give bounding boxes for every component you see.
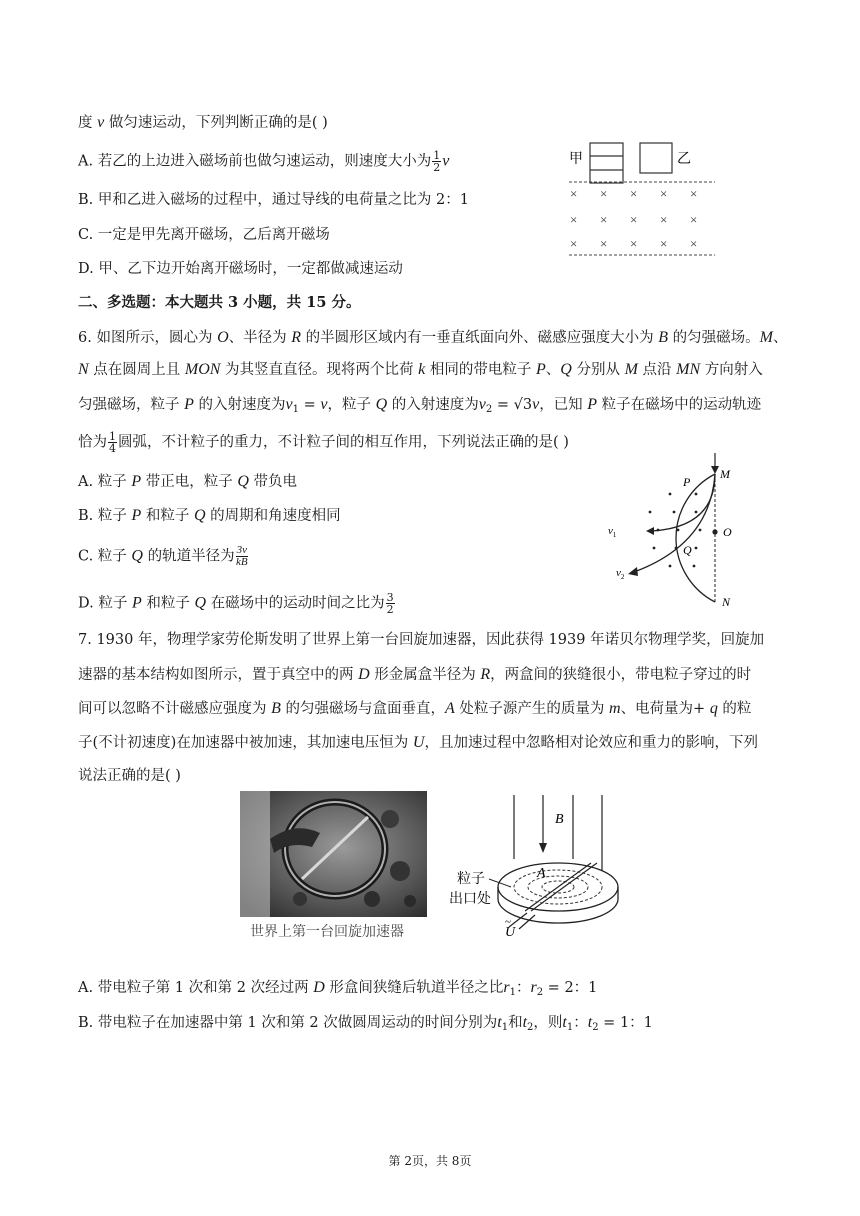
q6-stem-line4 [78, 431, 569, 454]
svg-text:×: × [690, 212, 698, 227]
text: = √3 [492, 397, 533, 413]
svg-text:×: × [630, 212, 638, 227]
text: 和 [508, 1015, 523, 1031]
text: 的周期和角速度相同 [205, 508, 341, 524]
text: 、半径为 [228, 330, 292, 346]
q5-option-d: D. 甲、乙下边开始离开磁场时，一定都做减速运动 [78, 261, 403, 277]
text: 6. 如图所示，圆心为 [78, 330, 218, 346]
text: ，则 [533, 1015, 563, 1031]
numerator: 1 [109, 430, 116, 443]
text: 、 [545, 362, 561, 378]
text: 处粒子源产生的质量为 [454, 701, 609, 717]
subscript: 1 [509, 987, 516, 998]
text: B. 带电粒子在加速器中第 1 次和第 2 次做圆周运动的时间分别为 [78, 1015, 498, 1031]
svg-text:×: × [660, 236, 668, 251]
var: r [530, 979, 537, 996]
text: = 2：1 [543, 980, 598, 996]
svg-text:×: × [690, 236, 698, 251]
var: r [503, 979, 510, 996]
q7-stem-line5: 说法正确的是( ) [78, 768, 181, 784]
q6-stem-line2 [78, 360, 763, 380]
text: 的轨道半径为 [142, 548, 235, 565]
subscript: 1 [501, 1022, 509, 1033]
text: A. 若乙的上边进入磁场前也做匀速运动，则速度大小为 [78, 153, 432, 170]
var: v [320, 396, 328, 413]
label-q: Q [683, 543, 692, 557]
label-exit-2: 出口处 [449, 892, 491, 907]
q5-option-a [78, 150, 449, 173]
var: B [271, 700, 281, 717]
var: Q [194, 594, 206, 612]
var: R [291, 329, 302, 346]
loop-yi [640, 143, 672, 173]
text: 的匀强磁场与盒面垂直， [280, 701, 445, 717]
var: P [131, 594, 142, 612]
magnetic-field-lines [514, 795, 602, 871]
var: q [709, 700, 718, 717]
text: D. 粒子 [78, 595, 132, 612]
var: D [358, 666, 370, 683]
cyclotron-diagram [445, 791, 625, 941]
text: ，且加速过程中忽略相对论效应和重力的影响，下列 [424, 735, 758, 751]
field-cross-marks [570, 186, 697, 251]
label-v1: $v_1$ [608, 525, 617, 539]
subscript: 2 [536, 987, 544, 998]
q6-option-b [78, 506, 341, 526]
section-title: 二、多选题：本大题共 3 小题，共 15 分。 [78, 294, 361, 311]
text: 点沿 [637, 362, 677, 378]
var: t [562, 1014, 567, 1031]
trajectory-q [634, 474, 715, 572]
cyclotron-photo [240, 791, 427, 917]
var: Q [131, 547, 143, 565]
text: 和粒子 [141, 595, 195, 612]
text: 的半圆形区域内有一垂直纸面向外、磁感应强度大小为 [301, 330, 659, 346]
label-n: N [722, 595, 731, 609]
text: 在磁场中的运动时间之比为 [206, 595, 385, 612]
var: U [412, 734, 425, 751]
trajectory-p-arrowhead [646, 527, 654, 535]
svg-text:×: × [570, 236, 578, 251]
var: A [445, 700, 455, 717]
var: P [131, 507, 142, 524]
text: 带负电 [248, 474, 297, 490]
var: MN [676, 361, 701, 378]
var-v: v [97, 114, 105, 131]
label-v2: $v_2$ [616, 567, 625, 581]
q6-option-a [78, 472, 297, 492]
label-jia: 甲 [569, 152, 583, 167]
text: ： [573, 1015, 588, 1031]
text: 的匀强磁场。 [668, 330, 760, 346]
text: 度 [78, 115, 98, 131]
text: 、 [772, 330, 788, 346]
var: R [480, 666, 491, 683]
var-v: v [442, 152, 450, 170]
label-exit-1: 粒子 [457, 872, 485, 887]
var: O [217, 329, 229, 346]
numerator: 3v [236, 544, 247, 556]
text: 的入射速度为 [193, 397, 286, 413]
text: 分别从 [571, 362, 625, 378]
svg-text:×: × [660, 212, 668, 227]
text: 的入射速度为 [387, 397, 479, 413]
label-b: B [555, 812, 564, 827]
text: 带正电，粒子 [141, 474, 238, 490]
text: 方向射入 [700, 362, 763, 378]
numerator: 1 [433, 149, 441, 162]
field-arrowhead [539, 843, 547, 853]
label-o: O [723, 525, 732, 539]
text: A. 带电粒子第 1 次和第 2 次经过两 [78, 980, 314, 996]
text: 间可以忽略不计磁感应强度为 [78, 701, 272, 717]
var: P [536, 361, 546, 378]
q7-option-a [78, 978, 597, 1003]
var: k [418, 361, 426, 378]
label-p: P [683, 475, 691, 489]
denominator: kB [235, 556, 248, 568]
q6-stem-line1 [78, 328, 787, 348]
text: = [298, 397, 321, 413]
svg-text:×: × [600, 236, 608, 251]
var: P [184, 396, 194, 413]
var: D [313, 979, 325, 996]
q6-option-c [78, 545, 249, 568]
text: 和粒子 [141, 508, 194, 524]
subscript: 2 [527, 1022, 534, 1033]
q5-option-b: B. 甲和乙进入磁场的过程中，通过导线的电荷量之比为 2：1 [78, 192, 469, 208]
svg-text:×: × [570, 186, 578, 201]
denominator: 4 [109, 442, 116, 455]
denominator: 2 [433, 161, 441, 174]
var: Q [560, 361, 572, 378]
text: B. 粒子 [78, 508, 132, 524]
subscript: 1 [292, 404, 299, 415]
q7-stem-line2 [78, 665, 751, 685]
q5-magnetic-field-figure [563, 135, 723, 260]
incoming-arrowhead [711, 466, 719, 474]
svg-text:×: × [630, 236, 638, 251]
var: t [522, 1014, 528, 1031]
svg-text:×: × [630, 186, 638, 201]
text: 粒子在磁场中的运动轨迹 [597, 397, 762, 413]
text: 形盒间狭缝后轨道半径之比 [324, 980, 504, 996]
numerator: 3 [386, 591, 394, 604]
subscript: 2 [592, 1022, 599, 1033]
fraction [432, 150, 441, 173]
var: Q [237, 473, 249, 490]
var: P [131, 473, 142, 490]
q7-stem-line1: 7. 1930 年，物理学家劳伦斯发明了世界上第一台回旋加速器，因此获得 1939 年诺贝尔物理学奖，回旋加 [78, 632, 765, 648]
text: ，两盒间的狭缝很小，带电粒子穿过的时 [490, 667, 752, 683]
var: m [609, 700, 621, 717]
subscript: 1 [566, 1022, 574, 1033]
var: Q [193, 507, 206, 524]
text: 的粒 [717, 701, 752, 717]
text: 形金属盒半径为 [369, 667, 481, 683]
text: 圆弧，不计粒子的重力，不计粒子间的相互作用，下列说法正确的是( ) [118, 434, 569, 451]
text: 为其竖直直径。现将两个比荷 [220, 362, 419, 378]
page-footer: 第 2页，共 8页 [388, 1154, 472, 1168]
var: v [285, 396, 293, 413]
text: 子(不计初速度)在加速器中被加速，其加速电压恒为 [78, 735, 413, 751]
text: A. 粒子 [78, 474, 132, 490]
var: t [497, 1014, 502, 1031]
var: P [587, 396, 598, 413]
text: 做匀速运动，下列判断正确的是( ) [104, 115, 328, 131]
var: M [624, 361, 638, 378]
q6-option-d [78, 592, 396, 615]
text: 相同的带电粒子 [425, 362, 536, 378]
var: Q [375, 396, 388, 413]
text: C. 粒子 [78, 548, 132, 565]
photo-caption: 世界上第一台回旋加速器 [250, 924, 404, 940]
tilde-mark: ~ [505, 916, 511, 928]
var: t [587, 1014, 593, 1031]
text: 匀强磁场，粒子 [78, 397, 185, 413]
text: 恰为 [78, 434, 107, 451]
svg-text:×: × [660, 186, 668, 201]
q7-stem-line4 [78, 733, 758, 753]
q7-option-b [78, 1013, 653, 1038]
q5-option-c: C. 一定是甲先离开磁场，乙后离开磁场 [78, 227, 330, 243]
label-u: U [505, 925, 516, 940]
q7-stem-line3 [78, 699, 751, 719]
text: 速器的基本结构如图所示，置于真空中的两 [78, 667, 359, 683]
label-yi: 乙 [677, 152, 691, 167]
text: 点在圆周上且 [88, 362, 185, 378]
svg-text:×: × [570, 212, 578, 227]
var: v [532, 396, 540, 413]
var: B [658, 329, 669, 346]
text: ，已知 [539, 397, 588, 413]
var: N [78, 361, 89, 378]
subscript: 2 [485, 404, 493, 415]
text: ： [515, 980, 531, 996]
fraction [236, 545, 248, 568]
var: MON [184, 361, 221, 378]
svg-text:×: × [600, 186, 608, 201]
text: = 1：1 [598, 1015, 653, 1031]
text: ，粒子 [327, 397, 376, 413]
svg-text:×: × [690, 186, 698, 201]
svg-text:×: × [600, 212, 608, 227]
var: M [759, 329, 773, 346]
label-a: A [537, 866, 546, 881]
var: v [478, 396, 486, 413]
q6-semicircle-field-figure [598, 448, 748, 618]
center-o-dot [712, 529, 717, 534]
q5-stem [78, 113, 328, 133]
fraction [108, 431, 117, 454]
denominator: 2 [386, 603, 394, 616]
fraction [386, 592, 395, 615]
loop-jia [590, 143, 623, 183]
q6-stem-line3 [78, 395, 761, 420]
trajectory-q-arrowhead [628, 567, 638, 576]
text: 、电荷量为+ [620, 701, 710, 717]
label-m: M [720, 467, 730, 481]
